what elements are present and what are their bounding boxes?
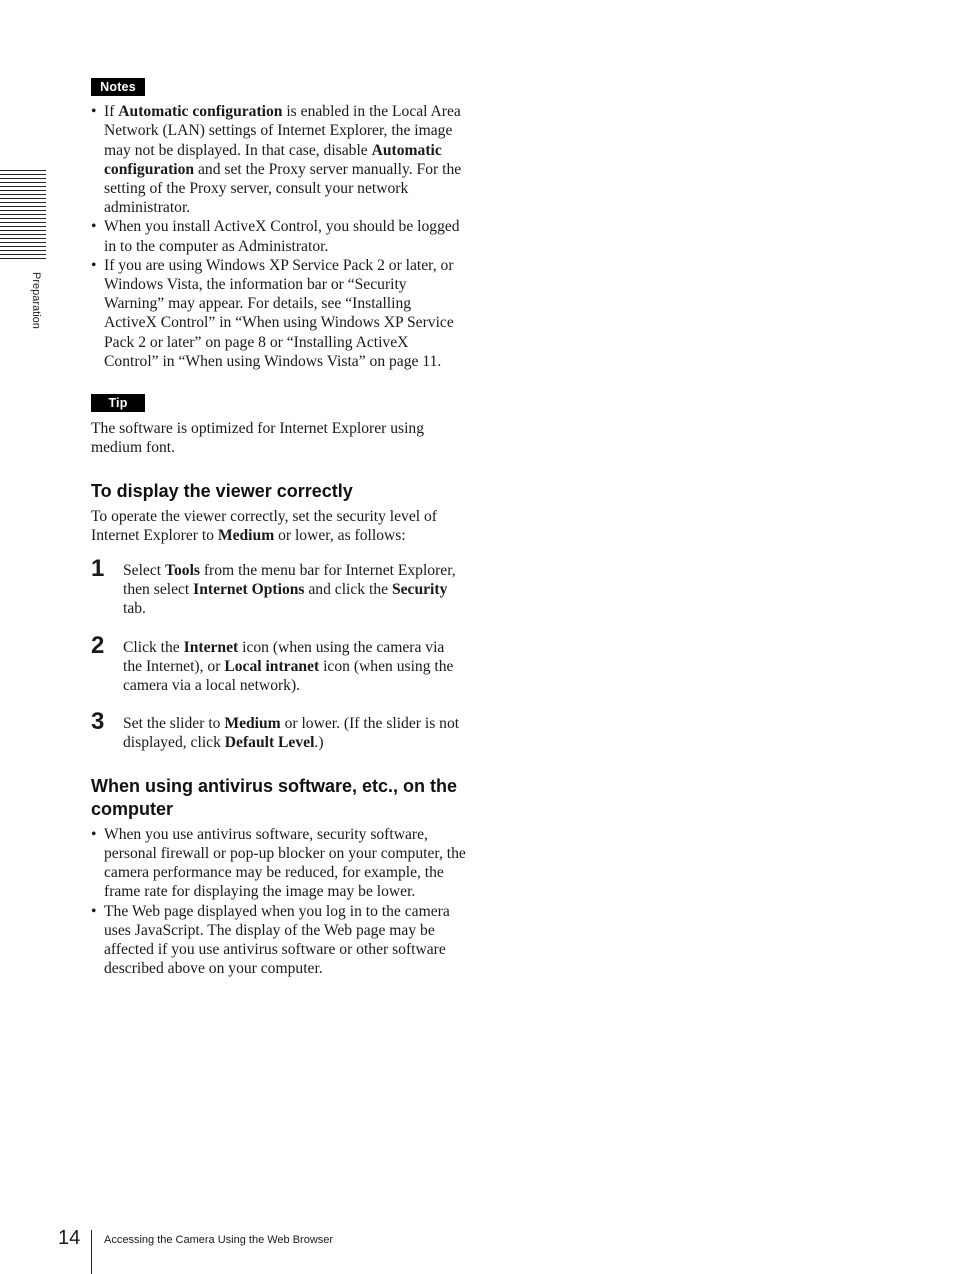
text-run: tab. <box>123 600 146 618</box>
tip-label: Tip <box>91 394 145 412</box>
text-run: and click the <box>304 581 392 599</box>
antivirus-item <box>91 902 466 979</box>
footer-divider <box>91 1230 92 1274</box>
text-run: Click the <box>123 638 184 656</box>
text-run: The Web page displayed when you log in to the camera uses JavaScript. The display of the Web page may be affected if you use antivirus software or other software described above on your computer. <box>104 902 450 978</box>
text-run: Select <box>123 562 165 580</box>
bold-term: Default Level <box>224 734 315 752</box>
bold-term: Medium <box>217 526 275 544</box>
notes-block <box>91 77 466 371</box>
bold-term: Medium <box>224 715 281 733</box>
bold-term: Internet Options <box>193 581 305 599</box>
text-run: .) <box>314 734 324 752</box>
tip-text: The software is optimized for Internet Explorer using medium font. <box>91 420 424 457</box>
text-run: from the menu bar for Internet Explorer, then select <box>123 562 456 599</box>
step-number: 1 <box>91 555 105 583</box>
text-run: or lower, as follows: <box>274 526 406 544</box>
text-run: and set the Proxy server manually. For the setting of the Proxy server, consult your network administrator. <box>104 160 462 217</box>
section-heading-viewer: To display the viewer correctly <box>91 480 353 501</box>
step-text <box>123 561 466 619</box>
antivirus-list <box>91 825 466 979</box>
text-run: If <box>104 103 119 121</box>
step-item <box>91 708 466 752</box>
tip-block <box>91 393 466 458</box>
bold-term: Automatic configuration <box>104 141 442 178</box>
section-label: Preparation <box>30 272 42 329</box>
antivirus-item <box>91 825 466 902</box>
text-run: To operate the viewer correctly, set the security level of Internet Explorer to <box>91 507 438 544</box>
bold-term: Tools <box>165 562 200 580</box>
notes-list <box>91 102 466 371</box>
notes-label: Notes <box>91 78 145 96</box>
page-number: 14 <box>58 1227 81 1249</box>
step-number: 2 <box>91 631 105 659</box>
running-title: Accessing the Camera Using the Web Browser <box>104 1234 334 1246</box>
section-heading-antivirus: When using antivirus software, etc., on the computer <box>91 775 458 819</box>
note-item <box>91 102 466 217</box>
section-tab-marker <box>0 170 46 260</box>
section-intro <box>91 507 466 545</box>
bold-term: Internet <box>183 638 239 656</box>
bold-term: Automatic configuration <box>118 103 283 121</box>
step-item <box>91 631 466 696</box>
text-run: If you are using Windows XP Service Pack 2 or later, or Windows Vista, the information bar or “Security Warning” may appear. For details, see “Installing ActiveX Control” in “When using Windows XP Service Pack 2 or later” on page 8 or “Installing ActiveX Control” in “When using Windows Vista” on page 11. <box>104 256 454 370</box>
note-item <box>91 217 466 255</box>
bold-term: Security <box>391 581 448 599</box>
step-number: 3 <box>91 708 105 736</box>
step-text <box>123 638 466 696</box>
bold-term: Local intranet <box>224 657 320 675</box>
text-run: icon (when using the camera via a local network). <box>123 657 454 695</box>
text-run: Set the slider to <box>123 715 225 733</box>
step-item <box>91 555 466 619</box>
note-item <box>91 256 466 371</box>
text-run: or lower. (If the slider is not displayed, click <box>123 715 460 752</box>
step-text <box>123 714 466 752</box>
text-run: icon (when using the camera via the Internet), or <box>123 638 445 675</box>
text-run: is enabled in the Local Area Network (LAN) settings of Internet Explorer, the image may not be displayed. In that case, disable <box>104 103 461 159</box>
steps-list <box>91 555 466 753</box>
text-run: When you use antivirus software, security software, personal firewall or pop-up blocker on your computer, the camera performance may be reduced, for example, the frame rate for displaying the image may be lower. <box>104 825 466 901</box>
text-run: When you install ActiveX Control, you should be logged in to the computer as Administrator. <box>104 218 460 255</box>
main-content <box>91 77 466 978</box>
